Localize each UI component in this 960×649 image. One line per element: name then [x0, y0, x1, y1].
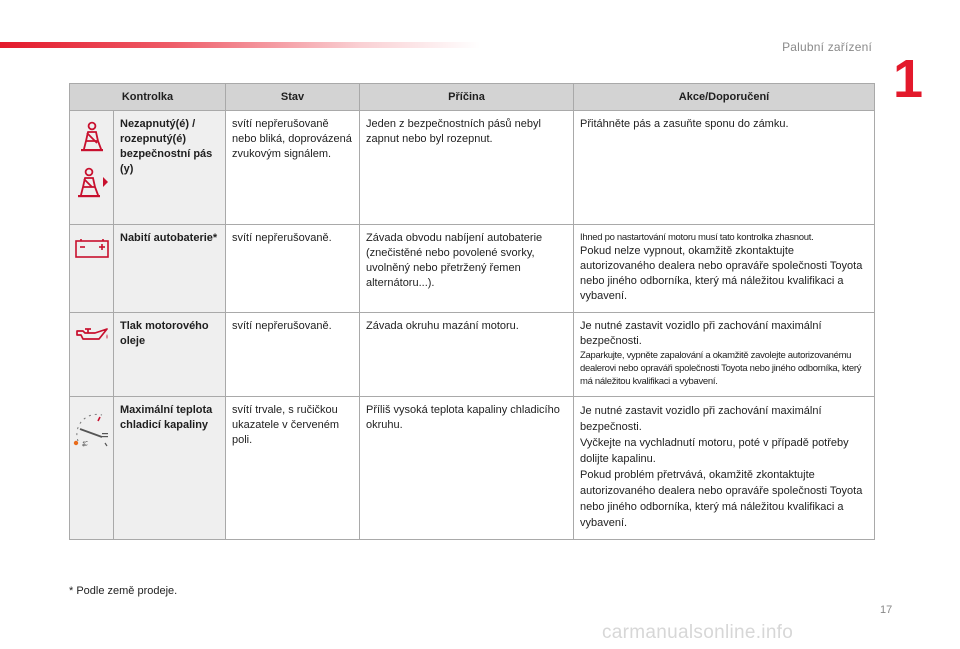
table-header-row — [70, 84, 875, 111]
svg-text:ፚ: ፚ — [81, 439, 88, 448]
action-text: Přitáhněte pás a zasuňte sponu do zámku. — [580, 118, 789, 130]
page-number: 17 — [880, 604, 893, 616]
footnote: * Podle země prodeje. — [69, 585, 178, 597]
warning-name: Tlak motorového oleje — [114, 313, 226, 397]
warning-name: Nezapnutý(é) / rozepnutý(é) bezpečnostní pás (y) — [114, 111, 226, 225]
action-text: Je nutné zastavit vozidlo při zachování maximální bezpečnosti. — [580, 320, 822, 347]
table-row — [70, 225, 875, 313]
warning-lights-table — [69, 83, 875, 540]
action-text: Vyčkejte na vychladnutí motoru, poté v případě potřeby dolijte kapalinu. — [580, 437, 849, 465]
icon-cell — [70, 111, 114, 225]
action-text: Pokud problém přetrvává, okamžitě zkontaktujte autorizovaného dealera nebo opraváře společnosti Toyota nebo jiného odborníka, který má náležitou kvalifikaci a vybavení. — [580, 469, 863, 529]
coolant-temperature-icon — [72, 409, 112, 449]
warning-cause: Příliš vysoká teplota kapaliny chladicího okruhu. — [360, 397, 574, 540]
warning-action — [574, 225, 875, 313]
header-pricina: Příčina — [360, 84, 574, 111]
watermark-text: carmanualsonline.info — [602, 622, 794, 643]
chapter-number: 1 — [893, 49, 924, 109]
warning-state: svítí nepřerušovaně. — [226, 225, 360, 313]
table-row — [70, 313, 875, 397]
seatbelt-warning-icon — [77, 121, 107, 153]
warning-action — [574, 397, 875, 540]
warning-name: Nabití autobaterie* — [114, 225, 226, 313]
icon-cell — [70, 313, 114, 397]
warning-state: svítí nepřerušovaně nebo bliká, doprovázená zvukovým signálem. — [226, 111, 360, 225]
action-text: Pokud nelze vypnout, okamžitě zkontaktujte autorizovaného dealera nebo opraváře společnosti Toyota nebo jiného odborníka, který má náležitou kvalifikaci a vybavení. — [580, 245, 863, 302]
header-accent-bar — [0, 42, 480, 48]
warning-cause: Závada obvodu nabíjení autobaterie (znečistěné nebo povolené svorky, uvolněný nebo přetržený řemen alternátoru...). — [360, 225, 574, 313]
header-kontrolka: Kontrolka — [70, 84, 226, 111]
warning-state: svítí nepřerušovaně. — [226, 313, 360, 397]
seatbelt-unfastened-icon — [75, 167, 109, 199]
table-row — [70, 111, 875, 225]
warning-action — [574, 313, 875, 397]
table-row — [70, 397, 875, 540]
warning-cause: Závada okruhu mazání motoru. — [360, 313, 574, 397]
action-text: Zaparkujte, vypněte zapalování a okamžitě zavolejte autorizovanému dealerovi nebo opraváři společnosti Toyota nebo jiného odborníka, který má náležitou kvalifikaci a vybavení. — [580, 350, 862, 387]
action-text: Je nutné zastavit vozidlo při zachování maximální bezpečnosti. — [580, 405, 822, 433]
warning-state: svítí trvale, s ručičkou ukazatele v červeném poli. — [226, 397, 360, 540]
icon-cell — [70, 225, 114, 313]
header-akce: Akce/Doporučení — [574, 84, 875, 111]
warning-cause: Jeden z bezpečnostních pásů nebyl zapnut nebo byl rozepnut. — [360, 111, 574, 225]
section-title: Palubní zařízení — [782, 40, 872, 54]
warning-action — [574, 111, 875, 225]
oil-pressure-icon — [73, 323, 111, 345]
icon-cell — [70, 397, 114, 540]
warning-name: Maximální teplota chladicí kapaliny — [114, 397, 226, 540]
battery-charge-icon — [74, 237, 110, 259]
action-text: Ihned po nastartování motoru musí tato kontrolka zhasnout. — [580, 232, 814, 243]
header-stav: Stav — [226, 84, 360, 111]
